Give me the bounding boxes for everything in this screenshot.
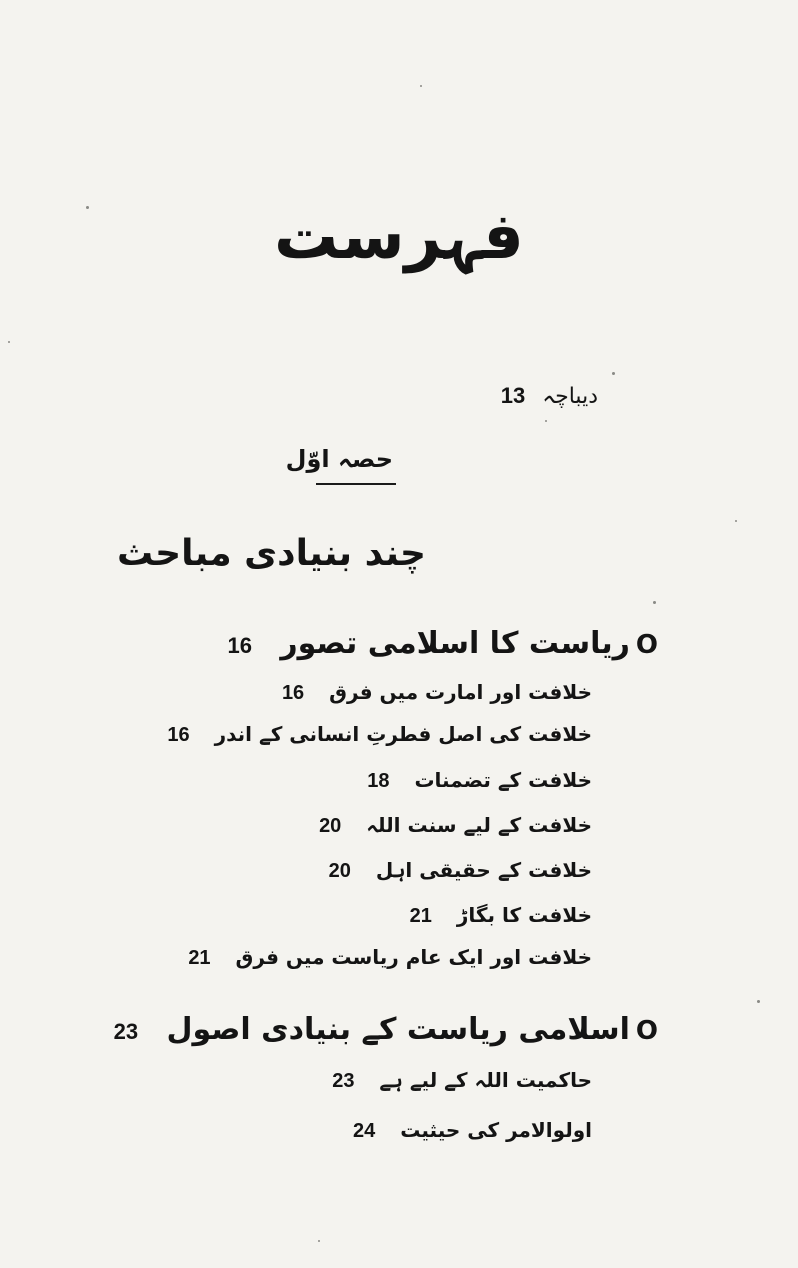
toc-entry — [282, 680, 592, 705]
toc-entry-label: خلافت کے تضمنات — [414, 768, 592, 792]
toc-entry-page: 16 — [281, 682, 305, 704]
toc-entry — [329, 858, 592, 883]
toc-entry — [353, 1118, 592, 1143]
toc-entry — [167, 722, 592, 747]
toc-entry-label: خلافت کے لیے سنت اللہ — [366, 813, 592, 837]
toc-entry-label: اولوالامر کی حیثیت — [400, 1118, 592, 1142]
toc-entry — [188, 945, 592, 970]
toc-entry-label: خلافت کا بگاڑ — [456, 903, 592, 927]
toc-entry-page: 20 — [328, 860, 351, 882]
paper-speck — [612, 372, 615, 375]
toc-entry-page: 16 — [167, 724, 190, 746]
paper-speck — [757, 1000, 760, 1003]
toc-entry-page: 13 — [500, 383, 526, 408]
toc-heading — [227, 626, 658, 661]
toc-entry-label: حاکمیت اللہ کے لیے ہے — [379, 1068, 592, 1092]
toc-entry-label: خلافت اور ایک عام ریاست میں فرق — [235, 945, 592, 969]
toc-entry-page: 23 — [332, 1070, 355, 1092]
toc-heading-label: ریاست کا اسلامی تصور — [280, 626, 630, 661]
toc-heading-label: اسلامی ریاست کے بنیادی اصول — [166, 1012, 630, 1047]
toc-heading-page: 16 — [227, 633, 252, 658]
toc-entry-label: خلافت کے حقیقی اہل — [375, 858, 592, 882]
toc-entry-page: 21 — [409, 905, 432, 927]
paper-speck — [653, 601, 656, 604]
part-heading: حصہ اوّل — [285, 445, 393, 473]
toc-entry-label: خلافت کی اصل فطرتِ انسانی کے اندر — [214, 722, 592, 746]
toc-heading-page: 23 — [113, 1019, 139, 1044]
page-title: فہرست — [274, 200, 524, 274]
toc-entry-label: دیباچہ — [542, 384, 598, 409]
toc-entry-page: 24 — [353, 1120, 376, 1142]
toc-entry-preface — [501, 383, 598, 409]
bullet-circle-icon: O — [635, 1016, 658, 1046]
paper-speck — [318, 1240, 320, 1242]
toc-entry-label: خلافت اور امارت میں فرق — [329, 680, 592, 704]
toc-entry — [319, 813, 592, 838]
toc-entry-page: 20 — [319, 815, 342, 837]
toc-entry — [367, 768, 592, 793]
toc-entry-page: 21 — [188, 947, 211, 969]
part-underline — [316, 483, 396, 485]
paper-speck — [86, 206, 89, 209]
section-title: چند بنیادی مباحث — [117, 533, 426, 574]
bullet-circle-icon: O — [635, 630, 658, 660]
paper-speck — [735, 520, 737, 522]
paper-speck — [545, 420, 547, 422]
toc-entry-page: 18 — [367, 770, 390, 792]
paper-speck — [420, 85, 422, 87]
toc-entry — [332, 1068, 592, 1093]
toc-heading — [114, 1012, 658, 1047]
toc-entry — [410, 903, 592, 928]
paper-speck — [8, 341, 10, 343]
